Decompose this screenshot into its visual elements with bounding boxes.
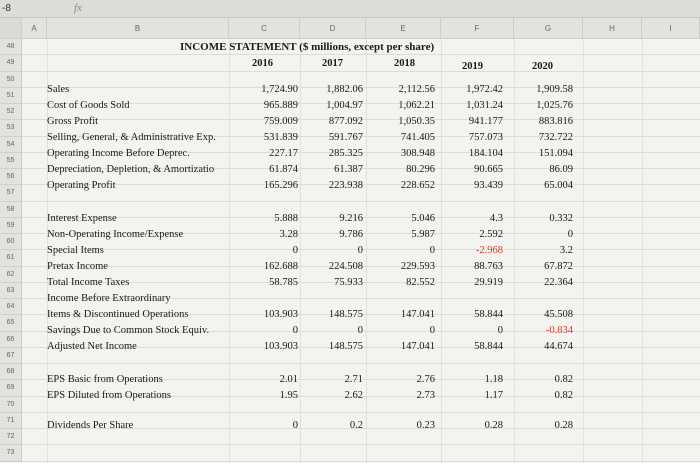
value-cell[interactable]: 4.3 [489,213,503,224]
row-label[interactable]: Savings Due to Common Stock Equiv. [47,325,210,336]
row-header-73[interactable]: 73 [0,445,22,461]
value-cell[interactable]: 308.948 [400,148,435,159]
row-header-63[interactable]: 63 [0,283,22,299]
row-header-62[interactable]: 62 [0,267,22,283]
row-label[interactable]: Items & Discontinued Operations [47,309,189,320]
value-cell[interactable]: 148.575 [328,341,363,352]
value-cell[interactable]: 1.18 [484,374,503,385]
value-cell[interactable]: -0.834 [545,325,573,336]
row-gridline [22,363,700,364]
row-header-55[interactable]: 55 [0,153,22,169]
row-header-51[interactable]: 51 [0,88,22,104]
value-cell[interactable]: 148.575 [328,309,363,320]
value-cell[interactable]: 165.296 [263,180,298,191]
row-header-49[interactable]: 49 [0,55,22,71]
column-gridline [642,39,643,463]
name-box[interactable]: -8 [2,3,11,14]
value-cell[interactable]: 103.903 [263,341,298,352]
value-cell[interactable]: 0 [292,325,298,336]
value-cell[interactable]: 82.552 [406,277,435,288]
column-header-i[interactable]: I [642,18,700,39]
value-cell[interactable]: 0 [429,325,435,336]
value-cell[interactable]: 22.364 [544,277,573,288]
value-cell[interactable]: 45.508 [544,309,573,320]
value-cell[interactable]: 90.665 [474,164,503,175]
value-cell[interactable]: 0.82 [554,374,573,385]
value-cell[interactable]: 67.872 [544,261,573,272]
column-gridline [366,39,367,463]
value-cell[interactable]: 1,004.97 [326,100,363,111]
row-label[interactable]: Gross Profit [47,116,99,127]
value-cell[interactable]: 151.094 [538,148,573,159]
row-label[interactable]: EPS Basic from Operations [47,374,163,385]
value-cell[interactable]: 147.041 [400,309,435,320]
value-cell[interactable]: 0 [292,420,298,431]
row-label[interactable]: Depreciation, Depletion, & Amortizatio [47,164,215,175]
value-cell[interactable]: 9.216 [339,213,363,224]
row-header-54[interactable]: 54 [0,137,22,153]
row-header-70[interactable]: 70 [0,397,22,413]
value-cell[interactable]: 883.816 [538,116,573,127]
value-cell[interactable]: 0 [567,229,573,240]
value-cell[interactable]: 1,909.58 [536,84,573,95]
row-header-60[interactable]: 60 [0,234,22,250]
row-gridline [22,54,700,55]
row-gridline [22,461,700,462]
row-label[interactable]: Special Items [47,245,104,256]
value-cell[interactable]: 0 [429,245,435,256]
column-header-f[interactable]: F [441,18,514,39]
row-header-58[interactable]: 58 [0,202,22,218]
year-header-2016: 2016 [252,58,273,69]
column-header-e[interactable]: E [366,18,441,39]
year-header-2020: 2020 [532,61,553,72]
value-cell[interactable]: 162.688 [263,261,298,272]
column-gridline [229,39,230,463]
value-cell[interactable]: 93.439 [474,180,503,191]
value-cell[interactable]: -2.968 [475,245,503,256]
value-cell[interactable]: 0.2 [349,420,363,431]
value-cell[interactable]: 5.987 [411,229,435,240]
row-header-61[interactable]: 61 [0,250,22,266]
value-cell[interactable]: 741.405 [400,132,435,143]
value-cell[interactable]: 0.28 [484,420,503,431]
year-header-2017: 2017 [322,58,343,69]
row-header-53[interactable]: 53 [0,120,22,136]
column-header-h[interactable]: H [583,18,642,39]
row-label[interactable]: Interest Expense [47,213,117,224]
row-label[interactable]: Operating Profit [47,180,116,191]
column-header-d[interactable]: D [300,18,366,39]
row-header-64[interactable]: 64 [0,299,22,315]
value-cell[interactable]: 5.046 [411,213,435,224]
row-header-50[interactable]: 50 [0,72,22,88]
value-cell[interactable]: 1,724.90 [261,84,298,95]
value-cell[interactable]: 88.763 [474,261,503,272]
value-cell[interactable]: 9.786 [339,229,363,240]
row-gridline [22,444,700,445]
row-gridline [22,412,700,413]
fx-icon: fx [74,2,82,14]
row-label[interactable]: EPS Diluted from Operations [47,390,171,401]
value-cell[interactable]: 75.933 [334,277,363,288]
value-cell[interactable]: 0.23 [416,420,435,431]
value-cell[interactable]: 941.177 [468,116,503,127]
formula-bar [0,0,700,18]
value-cell[interactable]: 759.009 [263,116,298,127]
row-header-72[interactable]: 72 [0,429,22,445]
select-all-corner[interactable] [0,18,22,39]
row-label[interactable]: Cost of Goods Sold [47,100,130,111]
value-cell[interactable]: 58.844 [474,309,503,320]
row-header-71[interactable]: 71 [0,413,22,429]
value-cell[interactable]: 0 [357,245,363,256]
row-header-65[interactable]: 65 [0,315,22,331]
row-header-52[interactable]: 52 [0,104,22,120]
value-cell[interactable]: 2.73 [416,390,435,401]
row-label[interactable]: Sales [47,84,70,95]
row-header-48[interactable]: 48 [0,39,22,55]
row-header-68[interactable]: 68 [0,364,22,380]
value-cell[interactable]: 58.844 [474,341,503,352]
row-header-57[interactable]: 57 [0,185,22,201]
row-header-59[interactable]: 59 [0,218,22,234]
value-cell[interactable]: 1,031.24 [466,100,503,111]
value-cell[interactable]: 0.28 [554,420,573,431]
value-cell[interactable]: 757.073 [468,132,503,143]
value-cell[interactable]: 2,112.56 [398,84,435,95]
value-cell[interactable]: 1,050.35 [398,116,435,127]
value-cell[interactable]: 229.593 [400,261,435,272]
value-cell[interactable]: 2.62 [344,390,363,401]
value-cell[interactable]: 44.674 [544,341,573,352]
value-cell[interactable]: 3.2 [559,245,573,256]
row-gridline [22,71,700,72]
value-cell[interactable]: 223.938 [328,180,363,191]
value-cell[interactable]: 103.903 [263,309,298,320]
row-label[interactable]: Income Before Extraordinary [47,293,171,304]
value-cell[interactable]: 2.76 [416,374,435,385]
value-cell[interactable]: 227.17 [269,148,298,159]
value-cell[interactable]: 2.01 [279,374,298,385]
row-header-66[interactable]: 66 [0,332,22,348]
column-header-b[interactable]: B [47,18,229,39]
value-cell[interactable]: 531.839 [263,132,298,143]
value-cell[interactable]: 0 [357,325,363,336]
value-cell[interactable]: 0.82 [554,390,573,401]
value-cell[interactable]: 0 [497,325,503,336]
value-cell[interactable]: 65.004 [544,180,573,191]
value-cell[interactable]: 285.325 [328,148,363,159]
value-cell[interactable]: 228.652 [400,180,435,191]
year-header-2018: 2018 [394,58,415,69]
value-cell[interactable]: 1,882.06 [326,84,363,95]
row-label[interactable]: Dividends Per Share [47,420,134,431]
value-cell[interactable]: 1,972.42 [466,84,503,95]
value-cell[interactable]: 0 [292,245,298,256]
value-cell[interactable]: 1,025.76 [536,100,573,111]
year-header-2019: 2019 [462,61,483,72]
statement-title: INCOME STATEMENT ($ millions, except per share) [180,41,435,53]
row-label[interactable]: Pretax Income [47,261,108,272]
value-cell[interactable]: 86.09 [549,164,573,175]
value-cell[interactable]: 0.332 [549,213,573,224]
row-header-56[interactable]: 56 [0,169,22,185]
value-cell[interactable]: 1.17 [484,390,503,401]
row-label[interactable]: Non-Operating Income/Expense [47,229,184,240]
value-cell[interactable]: 224.508 [328,261,363,272]
column-header-a[interactable]: A [22,18,47,39]
value-cell[interactable]: 591.767 [328,132,363,143]
value-cell[interactable]: 80.296 [406,164,435,175]
row-label[interactable]: Operating Income Before Deprec. [47,148,190,159]
value-cell[interactable]: 29.919 [474,277,503,288]
value-cell[interactable]: 2.592 [479,229,503,240]
column-gridline [583,39,584,463]
column-gridline [514,39,515,463]
column-gridline [441,39,442,463]
column-header-c[interactable]: C [229,18,300,39]
value-cell[interactable]: 1,062.21 [398,100,435,111]
row-label[interactable]: Adjusted Net Income [47,341,137,352]
row-label[interactable]: Total Income Taxes [47,277,130,288]
value-cell[interactable]: 3.28 [279,229,298,240]
column-header-g[interactable]: G [514,18,583,39]
value-cell[interactable]: 1.95 [279,390,298,401]
row-header-67[interactable]: 67 [0,348,22,364]
value-cell[interactable]: 5.888 [274,213,298,224]
row-header-69[interactable]: 69 [0,380,22,396]
value-cell[interactable]: 61.387 [334,164,363,175]
value-cell[interactable]: 877.092 [328,116,363,127]
value-cell[interactable]: 184.104 [468,148,503,159]
value-cell[interactable]: 147.041 [400,341,435,352]
value-cell[interactable]: 2.71 [344,374,363,385]
value-cell[interactable]: 965.889 [263,100,298,111]
value-cell[interactable]: 61.874 [269,164,298,175]
value-cell[interactable]: 732.722 [538,132,573,143]
value-cell[interactable]: 58.785 [269,277,298,288]
row-label[interactable]: Selling, General, & Administrative Exp. [47,132,216,143]
column-gridline [300,39,301,463]
row-gridline [22,201,700,202]
